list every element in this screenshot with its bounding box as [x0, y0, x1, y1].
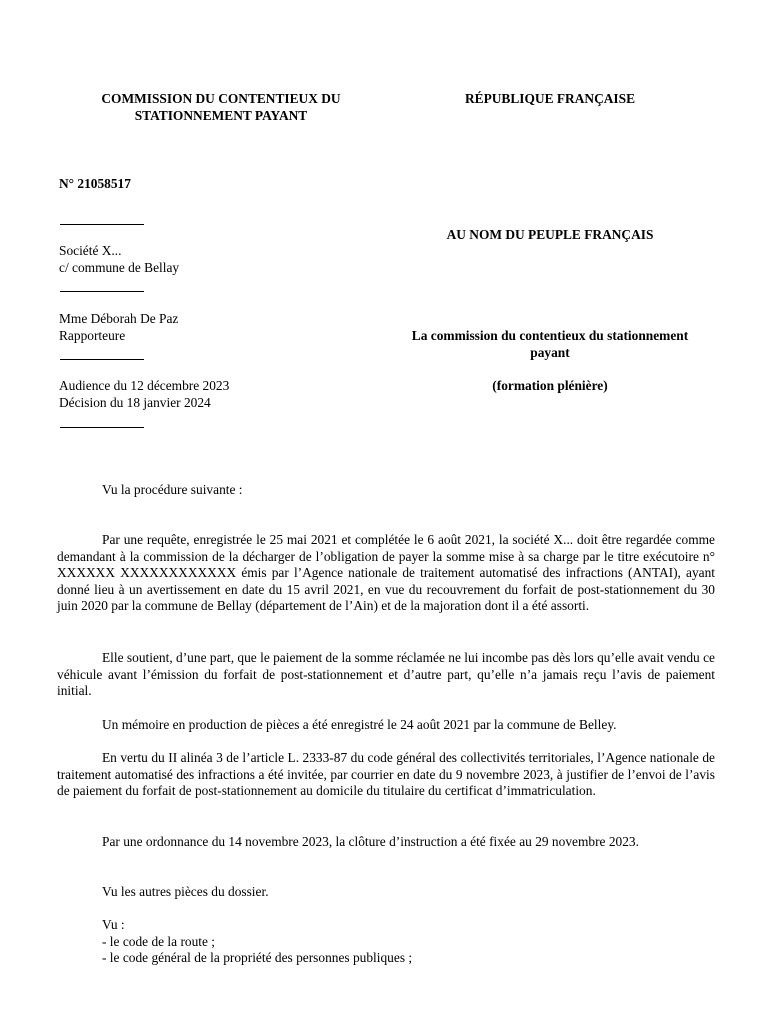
- paragraph-soutient-text: Elle soutient, d’une part, que le paiement de la somme réclamée ne lui incombe pas dès lors qu’elle avait vendu ce véhicule avant l’émission du forfait de post-stationnement et d’autre part, qu’elle n’a jamais reçu l’avis de paiement initial.: [57, 650, 715, 698]
- divider: [60, 359, 144, 360]
- rapporteur-role: Rapporteure: [59, 327, 126, 343]
- paragraph-ordonnance-text: Par une ordonnance du 14 novembre 2023, la clôture d’instruction a été fixée au 29 novembre 2023.: [102, 834, 639, 849]
- paragraph-memoire-text: Un mémoire en production de pièces a été enregistré le 24 août 2021 par la commune de Belley.: [102, 717, 617, 732]
- party-name: Société X...: [59, 243, 122, 258]
- commission-title-line1: COMMISSION DU CONTENTIEUX DU: [101, 91, 341, 106]
- rapporteur-block: [59, 311, 178, 344]
- commission-heading-line2: payant: [530, 344, 570, 360]
- party-block: [59, 243, 179, 276]
- formation: (formation plénière): [492, 378, 608, 393]
- paragraph-ordonnance: [57, 834, 715, 851]
- paragraph-soutient: [57, 650, 715, 700]
- vu-item-code-propriete: - le code général de la propriété des personnes publiques ;: [102, 950, 413, 965]
- party-against: c/ commune de Bellay: [59, 259, 180, 275]
- divider: [60, 427, 144, 428]
- paragraph-requete-text: Par une requête, enregistrée le 25 mai 2021 et complétée le 6 août 2021, la société X... doit être regardée comme demandant à la commission de la décharger de l’obligation de payer la somme mise à sa charge par le titre exécutoire n° XXXXXX XXXXXXXXXXXX émis par l’Agence nationale de traitement automatisé des infractions (ANTAI), ayant donné lieu à un avertissement en date du 15 avril 2021, en vue du recouvrement du forfait de post-stationnement du 30 juin 2020 par la commune de Bellay (département de l’Ain) et de la majoration dont il a été assorti.: [57, 532, 715, 613]
- divider: [60, 224, 144, 225]
- paragraph-en-vertu-text: En vertu du II alinéa 3 de l’article L. 2333-87 du code général des collectivités territoriales, l’Agence nationale de traitement automatisé des infractions a été invitée, par courrier en date du 9 novembre 2023, à justifier de l’envoi de l’avis de paiement du forfait de post-stationnement au domicile du titulaire du certificat d’immatriculation.: [57, 750, 715, 798]
- divider: [60, 291, 144, 292]
- hearing-date: Audience du 12 décembre 2023: [59, 378, 230, 393]
- paragraph-en-vertu: [57, 750, 715, 800]
- vu-heading: Vu :: [102, 917, 125, 932]
- decision-date: Décision du 18 janvier 2024: [59, 394, 211, 410]
- paragraph-requete: [57, 532, 715, 615]
- paragraph-memoire: [57, 717, 715, 734]
- commission-heading-line1: La commission du contentieux du stationnement: [411, 328, 689, 343]
- vu-item-code-route: - le code de la route ;: [102, 934, 216, 949]
- commission-title: [60, 91, 382, 124]
- republique-title: RÉPUBLIQUE FRANÇAISE: [464, 91, 635, 106]
- commission-heading: [380, 328, 720, 361]
- paragraph-autres-pieces: Vu les autres pièces du dossier.: [102, 884, 269, 899]
- au-nom-du-peuple: AU NOM DU PEUPLE FRANÇAIS: [446, 227, 654, 242]
- vu-procedure: Vu la procédure suivante :: [102, 482, 243, 497]
- case-number: N° 21058517: [59, 176, 131, 191]
- dates-block: [59, 378, 229, 411]
- rapporteur-name: Mme Déborah De Paz: [59, 311, 179, 326]
- commission-title-line2: STATIONNEMENT PAYANT: [134, 107, 308, 123]
